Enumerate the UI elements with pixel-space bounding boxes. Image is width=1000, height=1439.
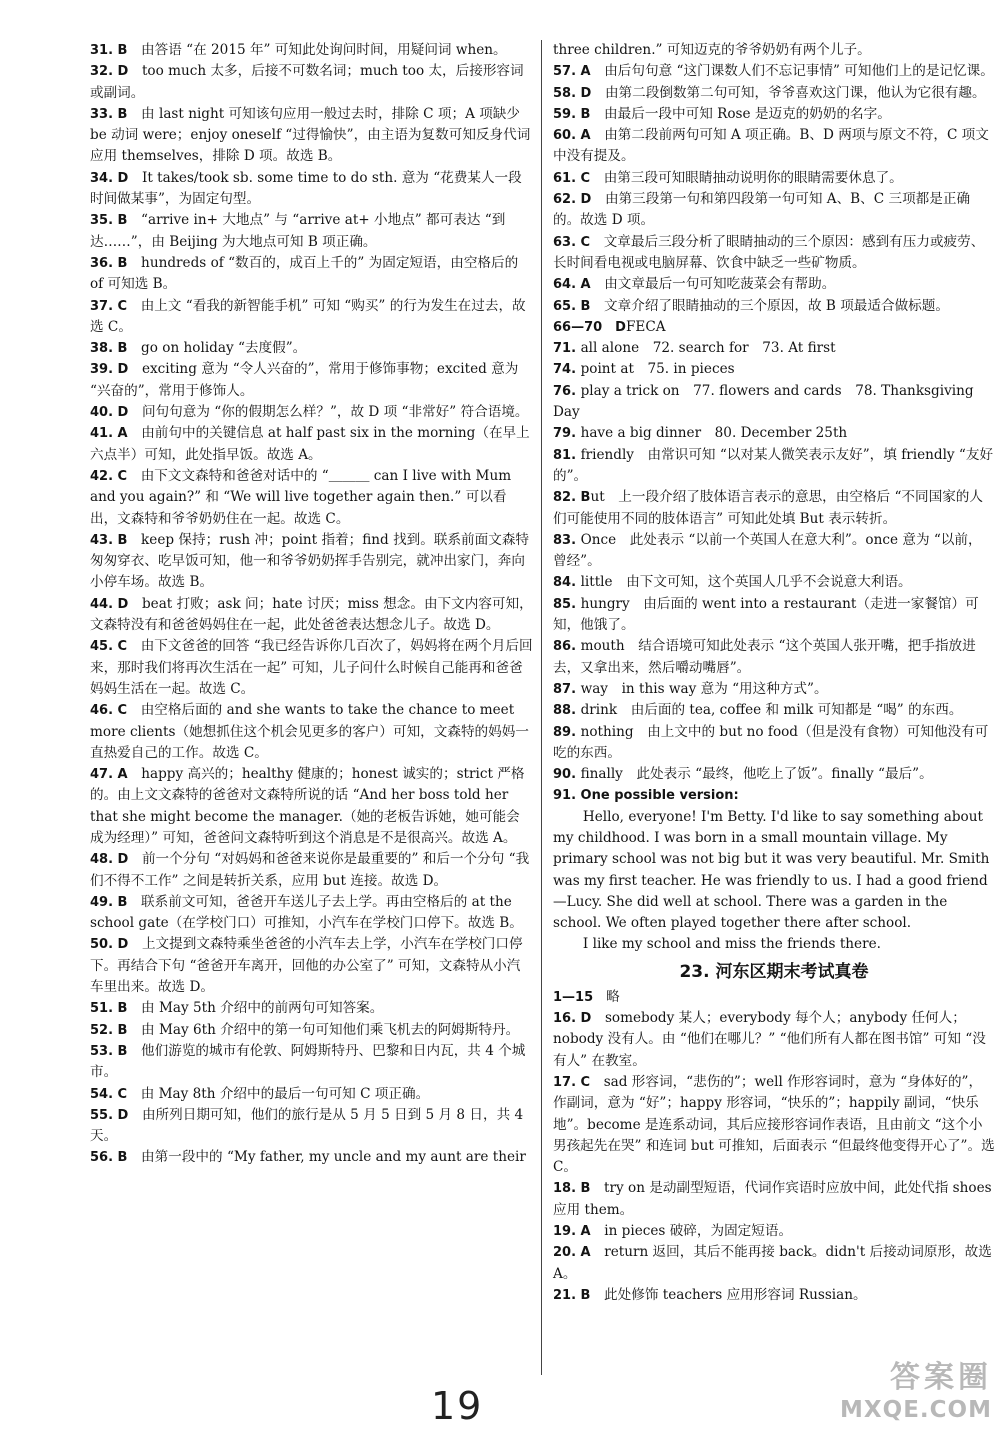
answer-item: 89. nothing 由上文中的 but no food（但是没有食物）可知他没有可吃的东西。 <box>553 723 989 761</box>
answer-item: 62. D 由第三段第一句和第四段第一句可知 A、B、C 三项都是正确的。故选 D 项。 <box>553 191 971 229</box>
answer-item: 40. D 问句句意为 “你的假期怎么样？”，故 D 项 “非常好” 符合语境。 <box>90 404 529 421</box>
answer-item: 52. B 由 May 6th 介绍中的第一句可知他们乘飞机去的阿姆斯特丹。 <box>90 1021 520 1038</box>
item-number: 54. C <box>90 1086 128 1102</box>
item-number: 40. D <box>90 405 129 421</box>
item-number: 55. D <box>90 1107 129 1123</box>
item-number: 89. <box>553 724 581 740</box>
answer-item: 63. C 文章最后三段分析了眼睛抽动的三个原因：感到有压力或疲劳、长时间看电视或电脑屏幕、饮食中缺乏一些矿物质。 <box>553 233 985 271</box>
essay-heading: 91. One possible version: <box>553 788 739 804</box>
watermark-logo <box>802 1360 992 1432</box>
answer-item: 20. A return 返回，其后不能再接 back。didn't 后接动词原形，故选 A。 <box>553 1244 992 1282</box>
answer-item: 38. B go on holiday “去度假”。 <box>90 340 307 357</box>
item-number: 32. D <box>90 64 129 80</box>
answer-item: 46. C 由空格后面的 and she wants to take the chance to meet more clients（她想抓住这个机会见更多的客户）可知，文森特的妈妈一直热爱自己的工作。故选 C。 <box>90 702 529 761</box>
item-number: 35. B <box>90 213 128 229</box>
answer-item: 61. C 由第三段可知眼睛抽动说明你的眼睛需要休息了。 <box>553 169 903 186</box>
answer-item: 16. D somebody 某人；everybody 每个人；anybody 任何人；nobody 没有人。由 “他们在哪儿？” “他们所有人都在图书馆” 可知 “没有人” 在教室。 <box>553 1010 986 1069</box>
item-number: 64. A <box>553 277 591 293</box>
item-number: 63. C <box>553 234 591 250</box>
item-number: 21. B <box>553 1287 591 1303</box>
item-number: 76. <box>553 383 581 399</box>
item-number: 56. B <box>90 1150 128 1166</box>
answer-item: 81. friendly 由常识可知 “以对某人微笑表示友好”，填 friendly “友好的”。 <box>553 446 994 484</box>
page-number: 19 <box>431 1384 484 1428</box>
answer-item: 19. A in pieces 破碎，为固定短语。 <box>553 1223 793 1240</box>
item-number: 51. B <box>90 1001 128 1017</box>
item-number: 65. B <box>553 298 591 314</box>
answer-item: 71. all alone 72. search for 73. At first <box>553 340 836 357</box>
answer-item: 74. point at 75. in pieces <box>553 361 735 378</box>
answer-item: 45. C 由下文爸爸的回答 “我已经告诉你几百次了，妈妈将在两个月后回来，那时我们将再次生活在一起” 可知，儿子问什么时候自己能再和爸爸妈妈生活在一起。故选 C。 <box>90 638 533 697</box>
item-number: 87. <box>553 681 581 697</box>
answer-item: 58. D 由第二段倒数第二句可知，爷爷喜欢这门课，他认为它很有趣。 <box>553 84 986 101</box>
item-number: 84. <box>553 575 581 591</box>
answer-item: 64. A 由文章最后一句可知吃菠菜会有帮助。 <box>553 276 836 293</box>
answer-item: 56. B 由第一段中的 “My father, my uncle and my aunt are their <box>90 1149 526 1166</box>
answer-item: 35. B “arrive in+ 大地点” 与 “arrive at+ 小地点” 都可表达 “到达……”，由 Beijing 为大地点可知 B 项正确。 <box>90 212 506 250</box>
essay-paragraph-1: Hello, everyone! I'm Betty. I'd like to say something about my childhood. I was born in a small mountain village. My primary school was not big but it was very beautiful. Mr. Smith was my first teacher. He was friendly to us. I had a good friend—Lucy. She did well at school. There was a garden in the school. We often played together there after school. <box>553 808 990 932</box>
essay-paragraph-2: I like my school and miss the friends there. <box>582 936 881 953</box>
item-number: 16. D <box>553 1011 592 1027</box>
answer-item: 32. D too much 太多，后接不可数名词；much too 太，后接形容词或副词。 <box>90 63 524 101</box>
item-number: 46. C <box>90 703 128 719</box>
right-column <box>553 40 995 1306</box>
item-number: 47. A <box>90 767 128 783</box>
answer-item: 88. drink 由后面的 tea, coffee 和 milk 可知都是 “喝” 的东西。 <box>553 702 963 719</box>
answer-item: 85. hungry 由后面的 went into a restaurant（走进一家餐馆）可知，他饿了。 <box>553 595 979 634</box>
item-number: 36. B <box>90 255 128 271</box>
item-number: 39. D <box>90 362 129 378</box>
answer-item: 43. B keep 保持；rush 冲；point 指着；find 找到。联系前面文森特匆匆穿衣、吃早饭可知，他一和爷爷奶奶挥手告别完，就冲出家门，奔向小停车场。故选 B。 <box>90 531 530 591</box>
answer-item: 50. D 上文提到文森特乘坐爸爸的小汽车去上学，小汽车在学校门口停下。再结合下句 “爸爸开车离开，回他的办公室了” 可知，文森特从小汽车里出来。故选 D。 <box>90 936 523 996</box>
item-number: 34. D <box>90 170 129 186</box>
item-number: 20. A <box>553 1245 591 1261</box>
item-number: 42. C <box>90 468 128 484</box>
answer-item: 18. B try on 是动副型短语，代词作宾语时应放中间，此处代指 shoes 应用 them。 <box>553 1180 992 1218</box>
right-answer-list <box>553 40 995 785</box>
item-number: 86. <box>553 639 581 655</box>
item-number: 44. D <box>90 596 129 612</box>
item-number: 88. <box>553 703 581 719</box>
answer-item: 60. A 由第二段前两句可知 A 项正确。B、D 两项与原文不符，C 项文中没有提及。 <box>553 127 989 165</box>
section-answer-list <box>553 987 995 1306</box>
item-number: 38. B <box>90 341 128 357</box>
section-title: 23. 河东区期末考试真卷 <box>679 961 869 982</box>
item-number: 66—70 D <box>553 319 626 335</box>
item-number: 33. B <box>90 106 128 122</box>
answer-item: 17. C sad 形容词，“悲伤的”；well 作形容词时，意为 “身体好的”，作副词，意为 “好”；happy 形容词，“快乐的”；happily 副词，“快乐地”。become 是连系动词，其后应接形容词作表语，且由前文 “这个小男孩起先在哭” 和连词 but 可推知，后面表示 “但最终他变得开心了”。选 C。 <box>553 1073 995 1176</box>
answer-item: 47. A happy 高兴的；healthy 健康的；honest 诚实的；strict 严格的。由上文文森特的爸爸对文森特所说的话 “And her boss told her that she might become the manager.（她的老板告诉她，她可能会成为经理）” 可知，爸爸问文森特听到这个消息是不是很高兴。故选 A。 <box>90 766 525 846</box>
answer-item: three children.” 可知迈克的爷爷奶奶有两个儿子。 <box>553 42 871 58</box>
item-number: 53. B <box>90 1043 128 1059</box>
answer-item: 31. B 由答语 “在 2015 年” 可知此处询问时间，用疑问词 when。 <box>90 42 507 58</box>
answer-item: 87. way in this way 意为 “用这种方式”。 <box>553 680 828 697</box>
answer-item: 59. B 由最后一段中可知 Rose 是迈克的奶奶的名字。 <box>553 105 891 122</box>
item-number: 1—15 <box>553 989 607 1005</box>
item-number: 37. C <box>90 298 128 314</box>
answer-item: 49. B 联系前文可知，爸爸开车送儿子去上学。再由空格后的 at the school gate（在学校门口）可推知，小汽车在学校门口停下。故选 B。 <box>90 893 523 932</box>
answer-item: 84. little 由下文可知，这个英国人几乎不会说意大利语。 <box>553 574 912 591</box>
answer-item: 54. C 由 May 8th 介绍中的最后一句可知 C 项正确。 <box>90 1085 430 1102</box>
answer-item: 44. D beat 打败；ask 问；hate 讨厌；miss 想念。由下文内容可知，文森特没有和爸爸妈妈住在一起，此处爸爸表达想念儿子。故选 D。 <box>90 595 533 634</box>
item-number: 83. <box>553 532 581 548</box>
answer-item: 39. D exciting 意为 “令人兴奋的”，常用于修饰事物；excited 意为 “兴奋的”，常用于修饰人。 <box>90 361 519 399</box>
watermark-bottom-text: MXQE.COM <box>840 1397 992 1423</box>
item-number: 41. A <box>90 426 128 442</box>
item-number: 19. A <box>553 1224 591 1240</box>
answer-item: 33. B 由 last night 可知该句应用一般过去时，排除 C 项；A 项缺少 be 动词 were；enjoy oneself “过得愉快”，由主语为复数可知反身代词应用 themselves，排除 D 项。故选 B。 <box>90 105 531 165</box>
left-column <box>90 40 533 1169</box>
answer-item: 86. mouth 结合语境可知此处表示 “这个英国人张开嘴，把手指放进去，又拿出来，然后嚼动嘴唇”。 <box>553 638 976 676</box>
watermark-top-text: 答案圈 <box>890 1360 992 1395</box>
answer-item: 21. B 此处修饰 teachers 应用形容词 Russian。 <box>553 1286 867 1303</box>
item-number: 81. <box>553 447 581 463</box>
item-number: 90. <box>553 767 581 783</box>
item-number: 17. C <box>553 1074 591 1090</box>
answer-item: 79. have a big dinner 80. December 25th <box>553 425 848 442</box>
item-number: 85. <box>553 596 581 612</box>
item-number: 43. B <box>90 532 128 548</box>
answer-item: 82. But 上一段介绍了肢体语言表示的意思，由空格后 “不同国家的人们可能使用不同的肢体语言” 可知此处填 But 表示转折。 <box>553 489 983 527</box>
answer-item: 51. B 由 May 5th 介绍中的前两句可知答案。 <box>90 1000 384 1017</box>
item-number: 60. A <box>553 128 591 144</box>
answer-item: 66—70 DFECA <box>553 318 666 335</box>
answer-item: 37. C 由上文 “看我的新智能手机” 可知 “购买” 的行为发生在过去，故选 C。 <box>90 297 526 335</box>
item-number: 59. B <box>553 106 591 122</box>
item-number: 61. C <box>553 170 591 186</box>
item-number: 58. D <box>553 85 592 101</box>
item-number: 79. <box>553 426 581 442</box>
answer-item: 57. A 由后句句意 “这门课数人们不忘记事情” 可知他们上的是记忆课。 <box>553 63 994 80</box>
answer-item: 36. B hundreds of “数百的，成百上千的” 为固定短语，由空格后的 of 可知选 B。 <box>90 254 519 293</box>
answer-item: 65. B 文章介绍了眼睛抽动的三个原因，故 B 项最适合做标题。 <box>553 297 949 314</box>
answer-item: 42. C 由下文文森特和爸爸对话中的 “＿＿＿ can I live with Mum and you again?” 和 “We will live together again then.” 可以看出，文森特和爷爷奶奶住在一起。故选 C。 <box>90 467 512 527</box>
item-number: 45. C <box>90 639 128 655</box>
item-number: 52. B <box>90 1022 128 1038</box>
item-number: 71. <box>553 341 581 357</box>
item-number: 48. D <box>90 852 129 868</box>
answer-item: 41. A 由前句中的关键信息 at half past six in the morning（在早上六点半）可知，此处指早饭。故选 A。 <box>90 425 530 463</box>
item-number: 82. B <box>553 490 591 506</box>
column-divider <box>541 40 542 1375</box>
answer-item: 34. D It takes/took sb. some time to do sth. 意为 “花费某人一段时间做某事”，为固定句型。 <box>90 169 522 208</box>
item-number: 50. D <box>90 937 129 953</box>
answer-item: 83. Once 此处表示 “以前一个英国人在意大利”。once 意为 “以前，曾经”。 <box>553 531 982 570</box>
answer-item: 55. D 由所列日期可知，他们的旅行是从 5 月 5 日到 5 月 8 日，共 4 天。 <box>90 1106 524 1145</box>
item-number: 18. B <box>553 1181 591 1197</box>
answer-item: 90. finally 此处表示 “最终，他吃上了饭”。finally “最后”。 <box>553 766 933 783</box>
item-number: 49. B <box>90 894 128 910</box>
essay-sample <box>553 785 995 955</box>
answer-item: 48. D 前一个分句 “对妈妈和爸爸来说你是最重要的” 和后一个分句 “我们不得不工作” 之间是转折关系，应用 but 连接。故选 D。 <box>90 851 530 889</box>
answer-item: 76. play a trick on 77. flowers and cards 78. Thanksgiving Day <box>553 382 974 421</box>
item-number: 31. B <box>90 43 128 58</box>
answer-item: 1—15 略 <box>553 988 620 1005</box>
answer-item: 53. B 他们游览的城市有伦敦、阿姆斯特丹、巴黎和日内瓦，共 4 个城市。 <box>90 1042 526 1081</box>
item-number: 62. D <box>553 192 592 208</box>
item-number: 74. <box>553 362 581 378</box>
item-number: 57. A <box>553 64 591 80</box>
